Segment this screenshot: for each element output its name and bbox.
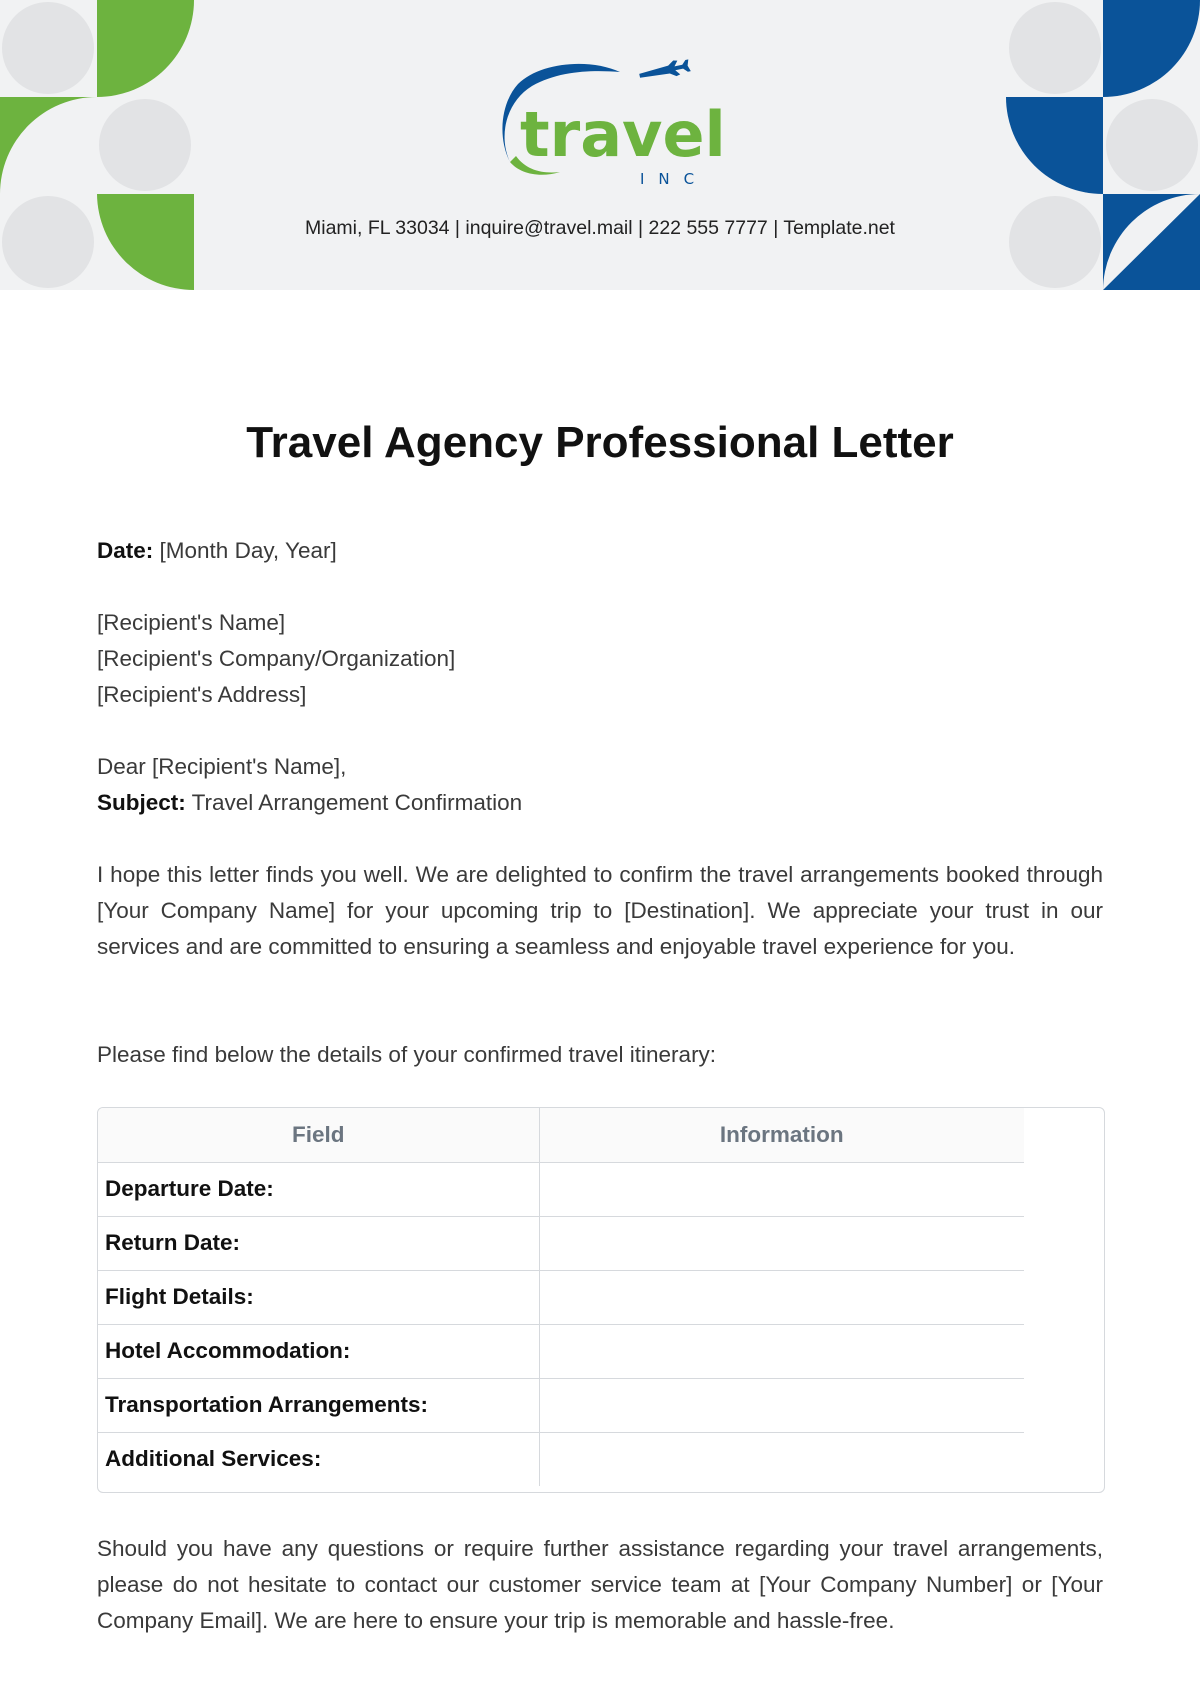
contact-line: Miami, FL 33034 | inquire@travel.mail | 222 555 7777 | Template.net [305, 217, 895, 239]
intro-paragraph: I hope this letter finds you well. We are delighted to confirm the travel arrangements booked through [Your Company Name] for your upcoming trip to [Destination]. We appreciate your trust in our services and are committed to ensuring a seamless and enjoyable travel experience for you. [97, 862, 1103, 959]
table-row [98, 1216, 1024, 1270]
table-row [98, 1432, 1024, 1486]
subject-value: Travel Arrangement Confirmation [191, 790, 523, 815]
salutation: Dear [Recipient's Name], [97, 754, 347, 779]
date-label: Date: [97, 538, 154, 563]
closing-paragraph: Should you have any questions or require further assistance regarding your travel arrangements, please do not hesitate to contact our customer service team at [Your Company Number] or [Your Company Email]. We are here to ensure your trip is memorable and hassle-free. [97, 1536, 1103, 1633]
recipient-name: [Recipient's Name] [97, 610, 286, 635]
airplane-icon [638, 57, 691, 83]
row-field-hotel-accommodation: Hotel Accommodation: [98, 1324, 539, 1378]
row-info-additional-services [539, 1432, 1024, 1486]
letterhead [0, 0, 1200, 290]
subject-label: Subject: [97, 790, 186, 815]
header-information: Information [539, 1108, 1024, 1162]
table-row [98, 1324, 1024, 1378]
itinerary-table [97, 1107, 1105, 1493]
right-decoration [1000, 0, 1200, 290]
date-value: [Month Day, Year] [159, 538, 337, 563]
itinerary-intro: Please find below the details of your confirmed travel itinerary: [97, 1042, 717, 1067]
row-info-hotel-accommodation [539, 1324, 1024, 1378]
table-row [98, 1270, 1024, 1324]
table-header-row [98, 1108, 1024, 1162]
recipient-address: [Recipient's Address] [97, 682, 307, 707]
row-field-transportation: Transportation Arrangements: [98, 1378, 539, 1432]
row-info-flight-details [539, 1270, 1024, 1324]
table-row [98, 1378, 1024, 1432]
row-info-departure-date [539, 1162, 1024, 1216]
row-field-return-date: Return Date: [98, 1216, 539, 1270]
header-field: Field [98, 1108, 539, 1162]
logo-wordmark: travel [520, 98, 726, 171]
table-row [98, 1162, 1024, 1216]
row-field-departure-date: Departure Date: [98, 1162, 539, 1216]
left-decoration [0, 0, 200, 290]
logo-subtext: INC [640, 170, 709, 188]
row-field-flight-details: Flight Details: [98, 1270, 539, 1324]
row-info-return-date [539, 1216, 1024, 1270]
travel-inc-logo [470, 44, 740, 204]
letter-title: Travel Agency Professional Letter [246, 418, 954, 467]
row-field-additional-services: Additional Services: [98, 1432, 539, 1486]
date-line [97, 533, 337, 569]
recipient-company: [Recipient's Company/Organization] [97, 646, 456, 671]
row-info-transportation [539, 1378, 1024, 1432]
subject-line [97, 785, 522, 821]
